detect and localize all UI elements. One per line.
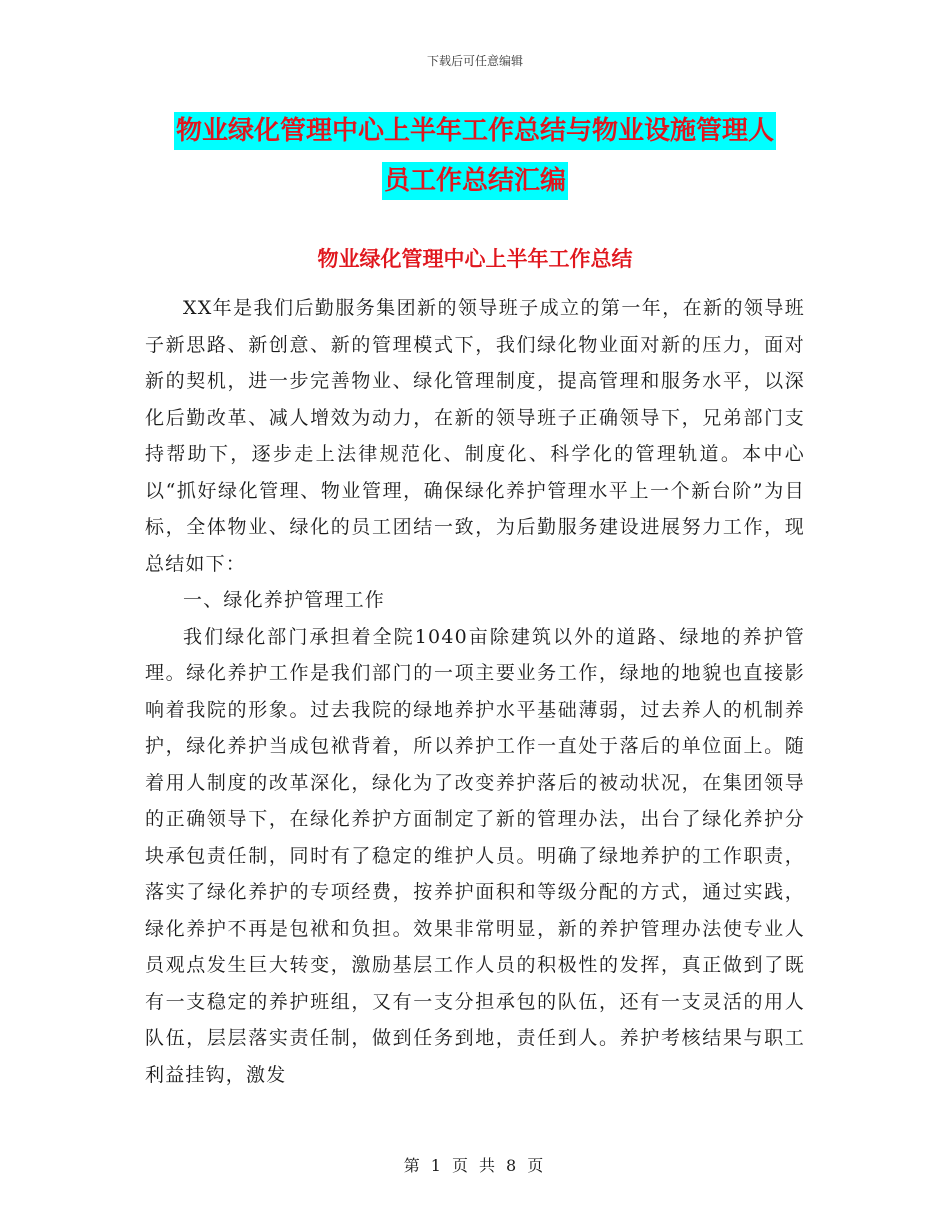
paragraph-intro: XX年是我们后勤服务集团新的领导班子成立的第一年，在新的领导班子新思路、新创意、新的管理模式下，我们绿化物业面对新的压力，面对新的契机，进一步完善物业、绿化管理制度，提高管理和服务水平，以深化后勤改革、减人增效为动力，在新的领导班子正确领导下，兄弟部门支持帮助下，逐步走上法律规范化、制度化、科学化的管理轨道。本中心以“抓好绿化管理、物业管理，确保绿化养护管理水平上一个新台阶”为目标，全体物业、绿化的员工团结一致，为后勤服务建设进展努力工作，现总结如下： <box>145 297 805 575</box>
total-pages: 8 <box>506 1156 520 1175</box>
section-title: 物业绿化管理中心上半年工作总结 <box>317 247 633 271</box>
document-title-line-2: 员工作总结汇编 <box>382 162 568 200</box>
page-footer <box>0 1153 950 1176</box>
document-title <box>150 106 800 206</box>
footer-prefix: 第 <box>403 1156 423 1175</box>
paragraph-greening-maintenance: 我们绿化部门承担着全院1040亩除建筑以外的道路、绿地的养护管理。绿化养护工作是我们部门的一项主要业务工作，绿地的地貌也直接影响着我院的形象。过去我院的绿地养护水平基础薄弱，过去养人的机制养护，绿化养护当成包袱背着，所以养护工作一直处于落后的单位面上。随着用人制度的改革深化，绿化为了改变养护落后的被动状况，在集团领导的正确领导下，在绿化养护方面制定了新的管理办法，出台了绿化养护分块承包责任制，同时有了稳定的维护人员。明确了绿地养护的工作职责，落实了绿化养护的专项经费，按养护面积和等级分配的方式，通过实践，绿化养护不再是包袱和负担。效果非常明显，新的养护管理办法使专业人员观点发生巨大转变，激励基层工作人员的积极性的发挥，真正做到了既有一支稳定的养护班组，又有一支分担承包的队伍，还有一支灵活的用人队伍，层层落实责任制，做到任务到地，责任到人。养护考核结果与职工利益挂钩，激发 <box>145 625 805 1086</box>
footer-suffix: 页 <box>527 1156 547 1175</box>
subheading-greening-maintenance: 一、绿化养护管理工作 <box>183 589 386 611</box>
footer-middle: 页 共 <box>451 1156 499 1175</box>
header-note: 下载后可任意编辑 <box>426 54 523 68</box>
page-number: 1 <box>430 1156 444 1175</box>
document-title-line-1: 物业绿化管理中心上半年工作总结与物业设施管理人 <box>174 112 776 150</box>
body-text <box>145 290 805 1093</box>
